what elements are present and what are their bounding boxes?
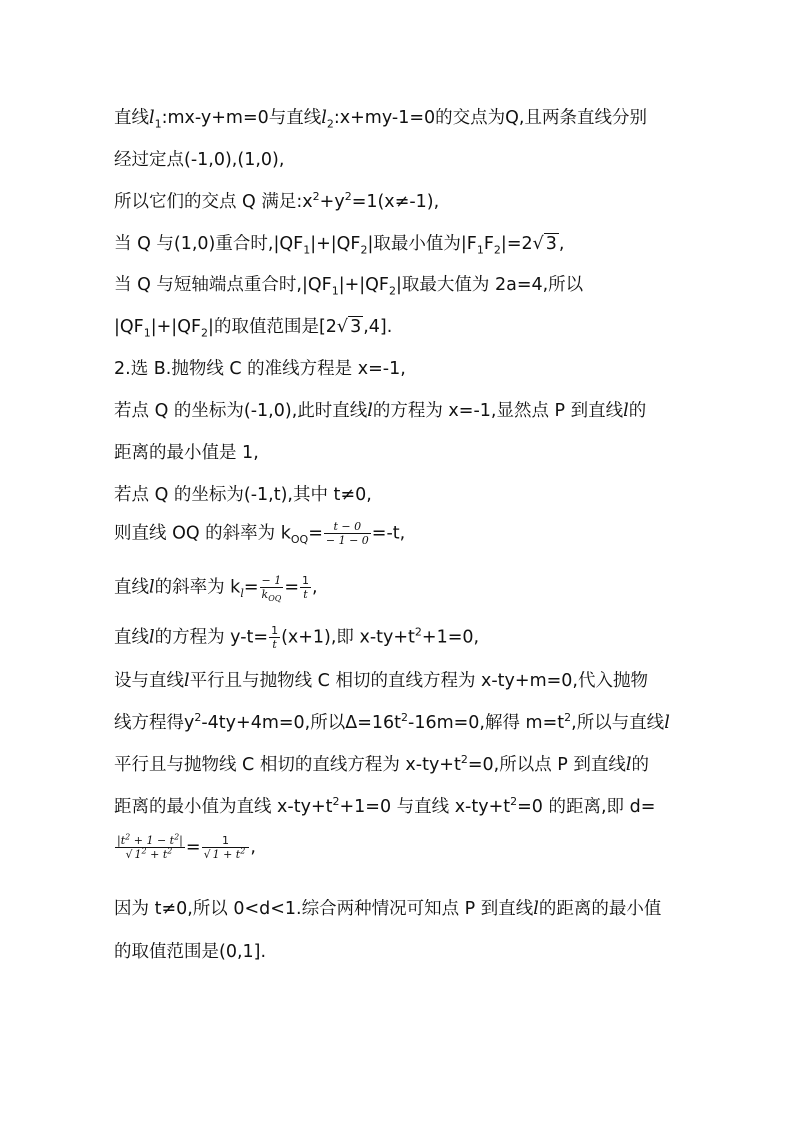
sqrt-symbol: √ 3 (336, 317, 362, 337)
fraction: $\frac{1}{t}$ (301, 574, 309, 601)
text-line-19: 因为 t≠0,所以 0<d<1.综合两种情况可知点 P 到直线l的距离的最小值 (114, 899, 662, 919)
text-line-1: 直线$l_1:mx-y+m=0$与直线$l_2:x+my-1=0$的交点为Q,且两条直线分别 (114, 108, 647, 131)
fraction: $\frac{t - 0}{- 1 - 0}$ (325, 520, 369, 547)
fraction: $\frac{- 1}{k_{OQ}}$ (261, 574, 282, 604)
text-line-13: 直线l的方程为 y-t= $\frac{1}{t}$ (x+1),即 $x-ty+t^2+1=0$, (114, 624, 480, 651)
fraction: $\frac{|t^2 + 1 - t^2|}{√ 1^2 + t^2}$ (117, 832, 183, 861)
text-line-8: 若点 Q 的坐标为(-1,0),此时直线l的方程为 x=-1,显然点 P 到直线l的 (114, 401, 647, 421)
fraction: $\frac{1}{√ 1 + t^2}$ (202, 834, 250, 861)
text-line-16: 平行且与抛物线 C 相切的直线方程为 $x-ty+t^2=0$,所以点 P 到直线l的 (114, 753, 649, 775)
text-line-14: 设与直线l平行且与抛物线 C 相切的直线方程为 x-ty+m=0,代入抛物 (114, 671, 648, 691)
text-line-18: $\frac{|t^2 + 1 - t^2|}{√ 1^2 + t^2}$ = $\frac{1}{√ 1 + t^2}$ , (117, 832, 256, 861)
text-line-20: 的取值范围是(0,1]. (114, 942, 267, 962)
text-line-10: 若点 Q 的坐标为(-1,t),其中 t≠0, (114, 485, 372, 505)
text-line-6: $|QF_1|+|QF_2|$的取值范围是[2√ 3 ,4]. (114, 317, 393, 340)
text-line-12: 直线l的斜率为 $k_l=$ $\frac{- 1}{k_{OQ}}$ = $\frac{1}{t}$ , (114, 574, 318, 604)
text-line-4: 当 Q 与(1,0)重合时$,|QF_1|+|QF_2|$取最小值为$|F_1F_2|=2√$ 3 , (114, 234, 565, 257)
text-line-15: 线方程得$y^2-4ty+4m=0$,所以$\Delta=16t^2-16m=0$,解得 $m=t^2$,所以与直线l (114, 711, 670, 733)
fraction: $\frac{1}{t}$ (271, 624, 279, 651)
text-line-5: 当 Q 与短轴端点重合时$,|QF_1|+|QF_2|$取最大值为 2a=4,所以 (114, 275, 584, 298)
text-line-17: 距离的最小值为直线 $x-ty+t^2+1=0$ 与直线 $x-ty+t^2=0$ 的距离,即 d= (114, 795, 656, 817)
text-line-3: 所以它们的交点 Q 满足$:x^2+y^2=1(x\ne-1)$, (114, 190, 440, 212)
text-line-7: 2.选 B.抛物线 C 的准线方程是 x=-1, (114, 359, 406, 379)
sqrt-symbol: √ 3 (532, 234, 557, 254)
text-line-9: 距离的最小值是 1, (114, 443, 259, 463)
text-line-2: 经过定点(-1,0),(1,0), (114, 150, 285, 170)
text-line-11: 则直线 OQ 的斜率为 $k_{OQ}=$ $\frac{t - 0}{- 1 - 0}$ =-t, (114, 520, 406, 547)
